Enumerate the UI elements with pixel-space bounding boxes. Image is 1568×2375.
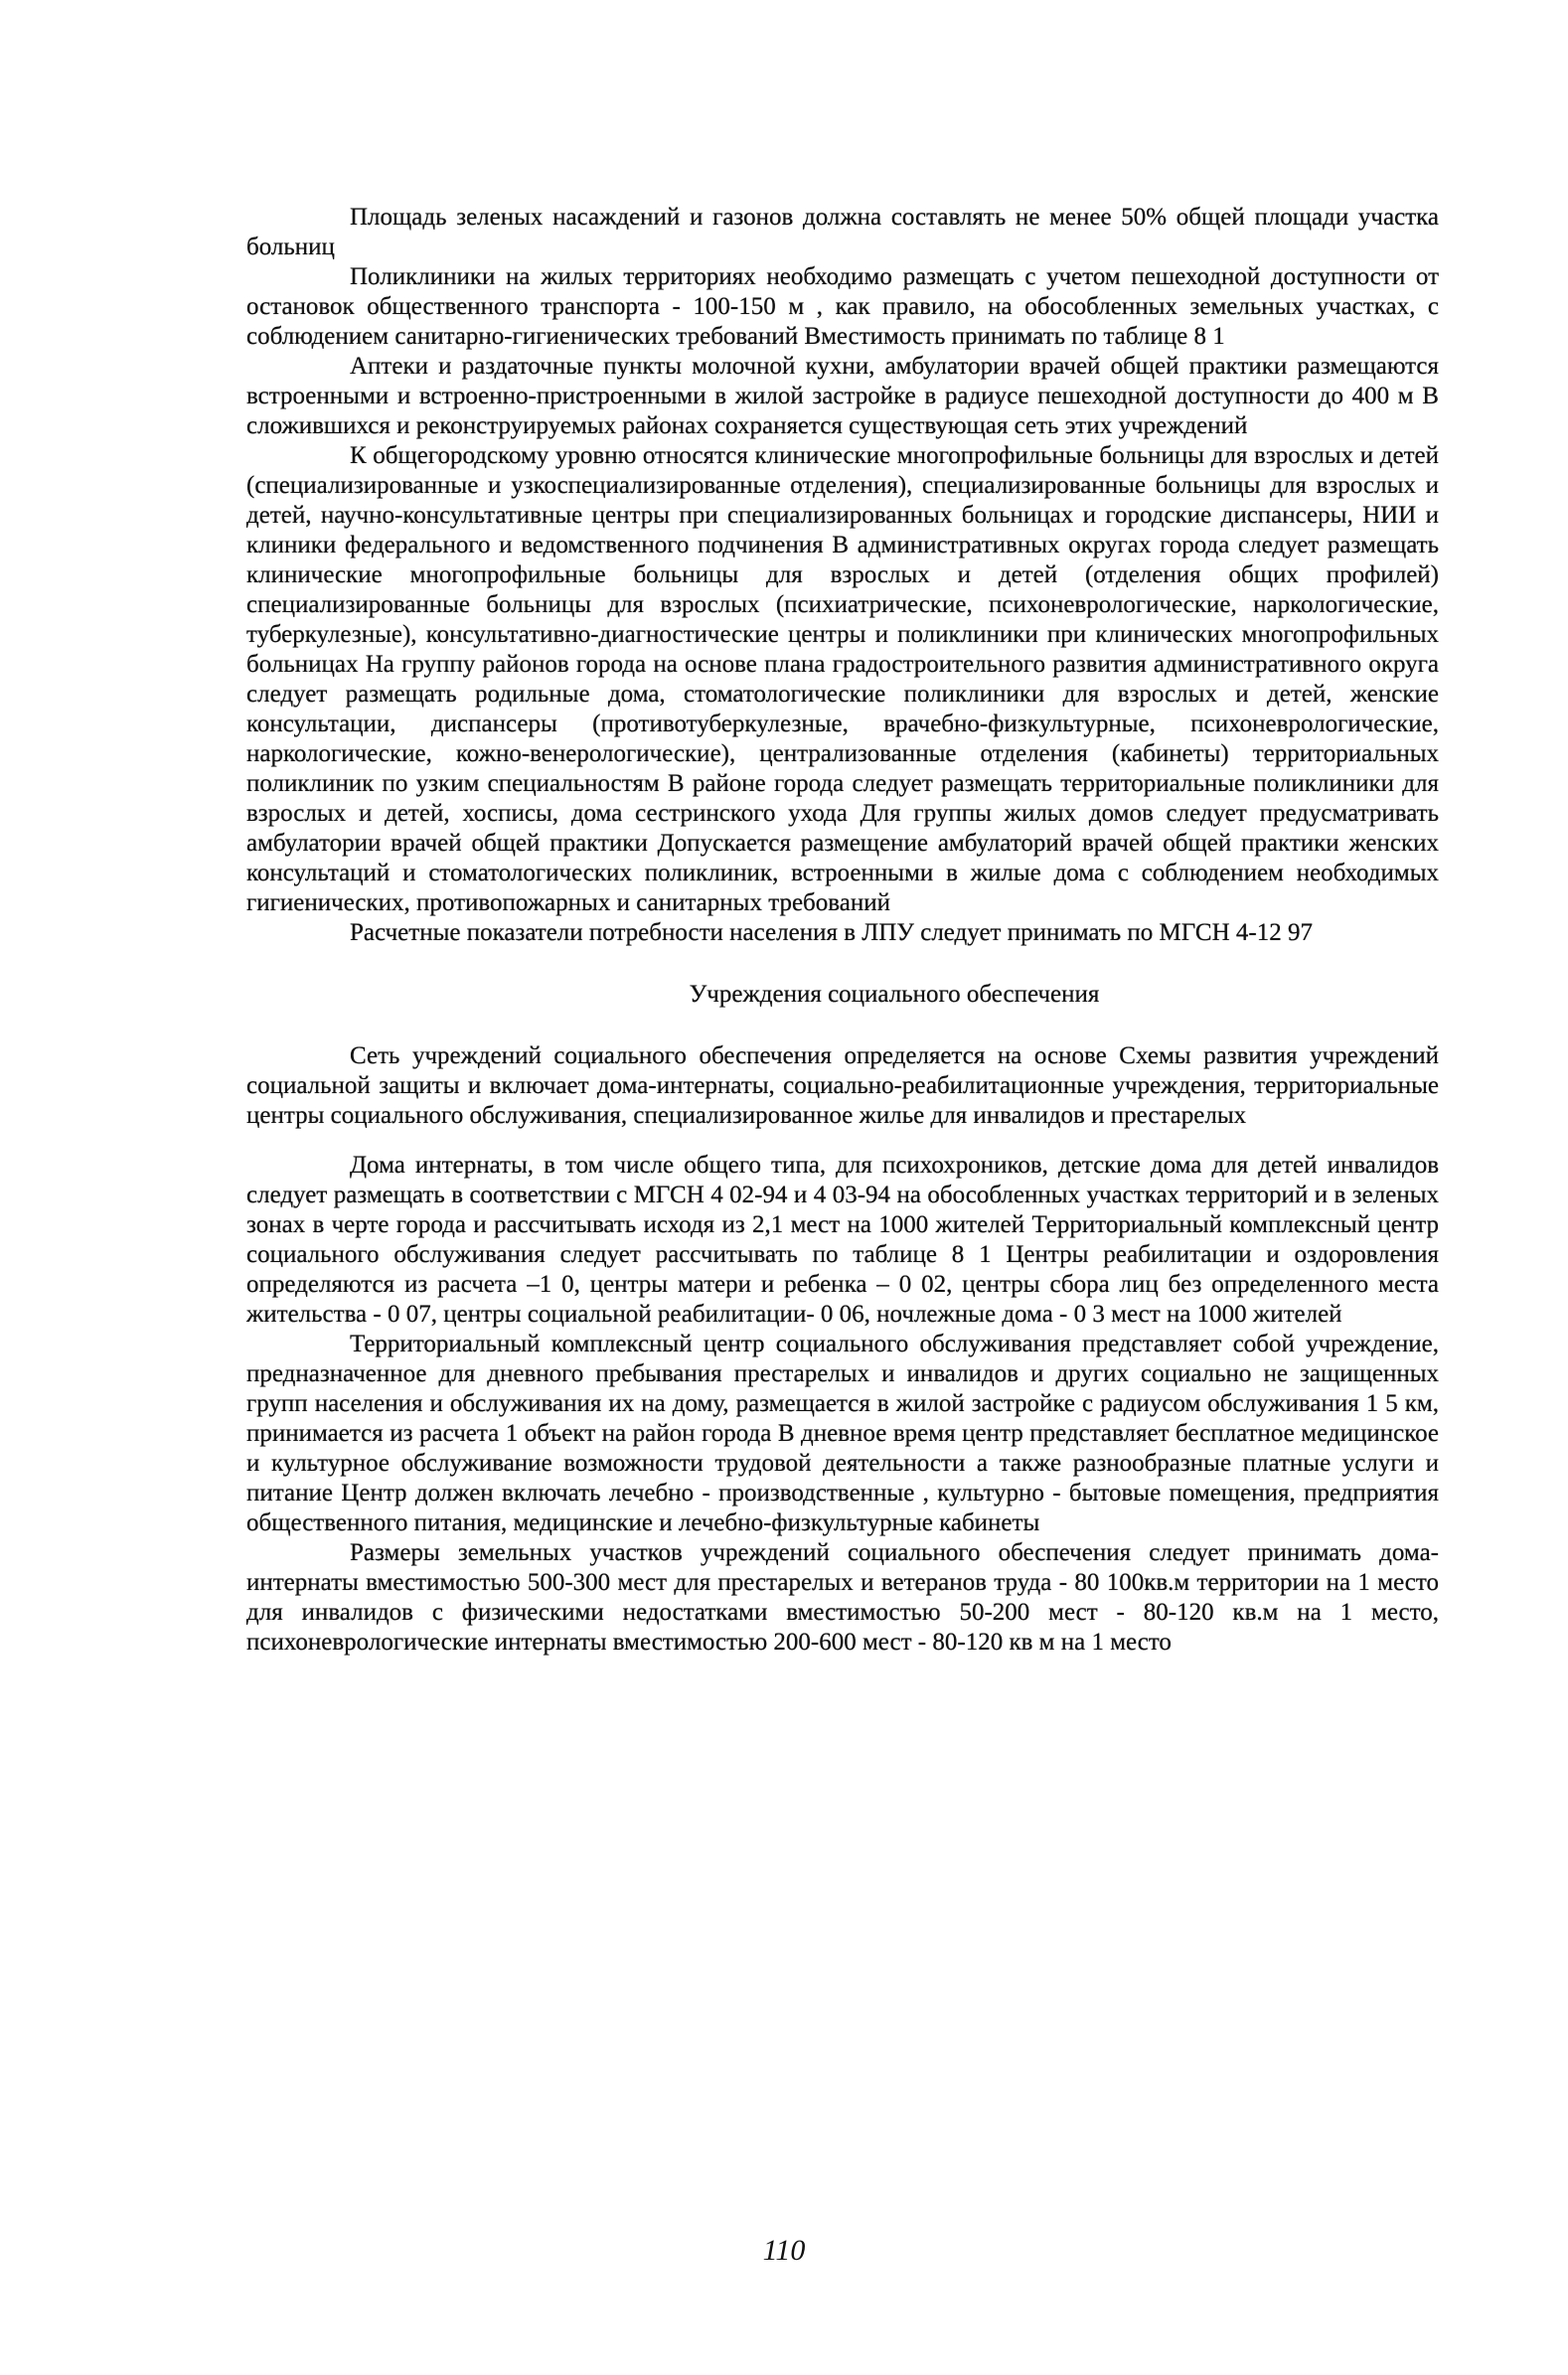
paragraph-greenery-area: Площадь зеленых насаждений и газонов должна составлять не менее 50% общей площади участка больниц: [246, 204, 1439, 260]
spacer: [246, 1010, 1439, 1041]
paragraph-land-plot-sizes: Размеры земельных участков учреждений социального обеспечения следует принимать дома-интернаты вместимостью 500-300 мест для престарелых и ветеранов труда - 80 100кв.м территории на 1 место для инвалидов с физическими недостатками вместимостью 50-200 мест - 80-120 кв.м на 1 место, психоневрологические интернаты вместимостью 200-600 мест - 80-120 кв м на 1 место: [246, 1539, 1439, 1656]
paragraph-city-level-hospitals: К общегородскому уровню относятся клинические многопрофильные больницы для взрослых и детей (специализированные и узкоспециализированные отделения), специализированные больницы для взрослых и детей, научно-консультативные центры при специализированных больницах и городские диспансеры, НИИ и клиники федерального и ведомственного подчинения В административных округах города следует размещать клинические многопрофильные больницы для взрослых и детей (отделения общих профилей) специализированные больницы для взрослых (психиатрические, психоневрологические, наркологические, туберкулезные), консультативно-диагностические центры и поликлиники при клинических многопрофильных больницах На группу районов города на основе плана градостроительного развития административного округа следует размещать родильные дома, стоматологические поликлиники для взрослых и детей, женские консультации, диспансеры (противотуберкулезные, врачебно-физкультурные, психоневрологические, наркологические, кожно-венерологические), централизованные отделения (кабинеты) территориальных поликлиник по узким специальностям В районе города следует размещать территориальные поликлиники для взрослых и детей, хосписы, дома сестринского ухода Для группы жилых домов следует предусматривать амбулатории врачей общей практики Допускается размещение амбулаторий врачей общей практики женских консультаций и стоматологических поликлиник, встроенными в жилые дома с соблюдением необходимых гигиенических, противопожарных и санитарных требований: [246, 442, 1439, 916]
spacer: [246, 948, 1439, 980]
paragraph-boarding-homes: Дома интернаты, в том числе общего типа, для психохроников, детские дома для детей инвалидов следует размещать в соответствии с МГСН 4 02-94 и 4 03-94 на обособленных участках территорий и в зеленых зонах в черте города и рассчитывать исходя из 2,1 мест на 1000 жителей Территориальный комплексный центр социального обслуживания следует рассчитывать по таблице 8 1 Центры реабилитации и оздоровления определяются из расчета –1 0, центры матери и ребенка – 0 02, центры сбора лиц без определенного места жительства - 0 07, центры социальной реабилитации- 0 06, ночлежные дома - 0 3 мест на 1000 жителей: [246, 1152, 1439, 1328]
paragraph-social-network: Сеть учреждений социального обеспечения определяется на основе Схемы развития учреждений социальной защиты и включает дома-интернаты, социально-реабилитационные учреждения, территориальные центры социального обслуживания, специализированное жилье для инвалидов и престарелых: [246, 1042, 1439, 1129]
spacer: [246, 1131, 1439, 1151]
paragraph-pharmacies: Аптеки и раздаточные пункты молочной кухни, амбулатории врачей общей практики размещаются встроенными и встроенно-пристроенными в жилой застройке в радиусе пешеходной доступности до 400 м В сложившихся и реконструируемых районах сохраняется существующая сеть этих учреждений: [246, 353, 1439, 439]
paragraph-territorial-center: Территориальный комплексный центр социального обслуживания представляет собой учреждение, предназначенное для дневного пребывания престарелых и инвалидов и других социально не защищенных групп населения и обслуживания их на дому, размещается в жилой застройке с радиусом обслуживания 1 5 км, принимается из расчета 1 объект на район города В дневное время центр представляет бесплатное медицинское и культурное обслуживание возможности трудовой деятельности а также разнообразные платные услуги и питание Центр должен включать лечебно - производственные , культурно - бытовые помещения, предприятия общественного питания, медицинские и лечебно-физкультурные кабинеты: [246, 1331, 1439, 1536]
page-body: [246, 203, 1439, 1658]
paragraph-calculation-indicators: Расчетные показатели потребности населения в ЛПУ следует принимать по МГСН 4-12 97: [350, 919, 1313, 946]
page-number: 110: [762, 2234, 806, 2267]
paragraph-polyclinics: Поликлиники на жилых территориях необходимо размещать с учетом пешеходной доступности от остановок общественного транспорта - 100-150 м , как правило, на обособленных земельных участках, с соблюдением санитарно-гигиенических требований Вместимость принимать по таблице 8 1: [246, 263, 1439, 350]
section-heading: Учреждения социального обеспечения: [689, 981, 1100, 1008]
